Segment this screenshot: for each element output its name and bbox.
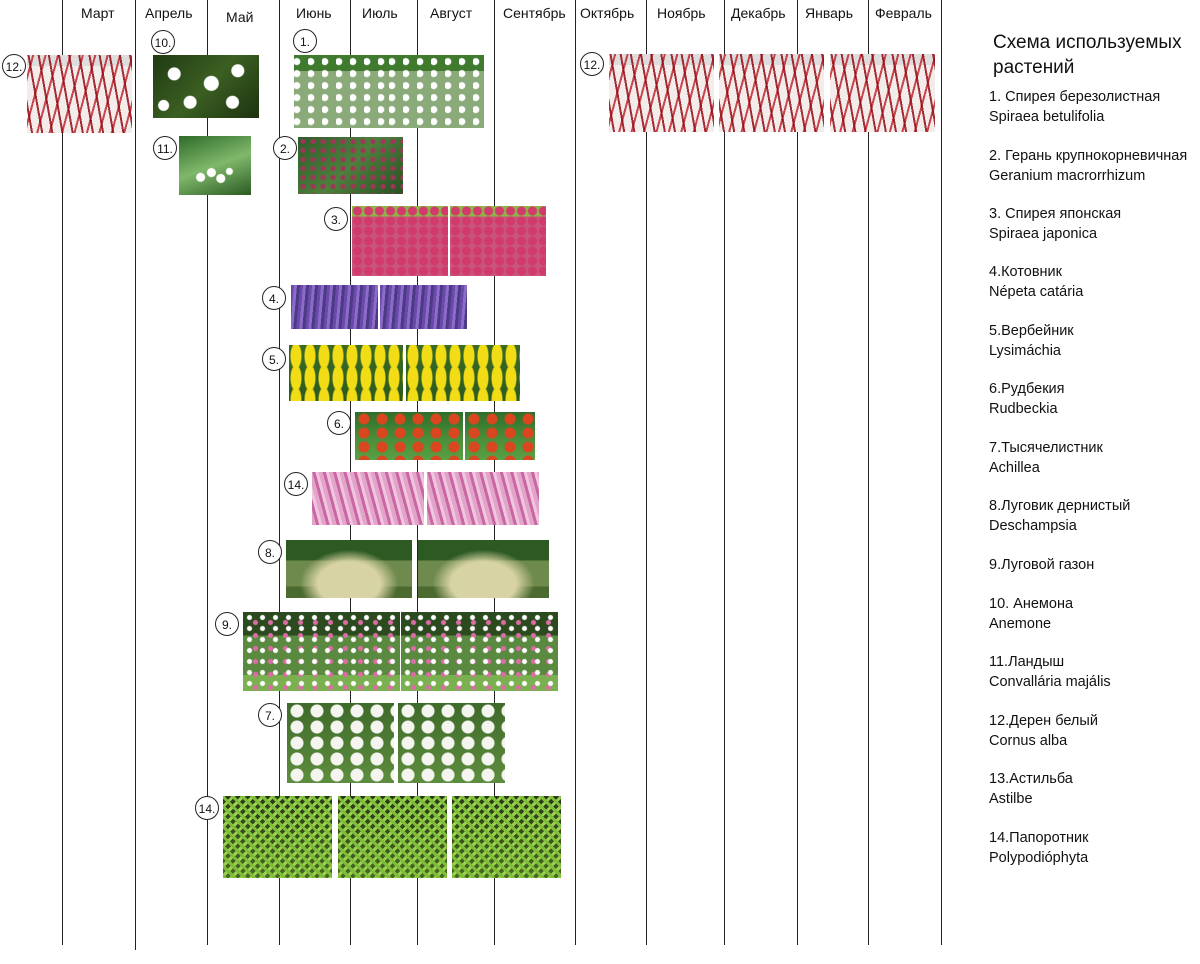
month-divider xyxy=(62,0,63,945)
fern-photo xyxy=(223,796,332,878)
month-divider xyxy=(724,0,725,945)
achillea-photo xyxy=(287,703,394,783)
plant-badge-14: 14. xyxy=(284,472,308,496)
month-march: Март xyxy=(81,5,115,21)
plant-badge-5: 5. xyxy=(262,347,286,371)
cornus-alba-photo xyxy=(830,54,935,132)
cornus-alba-photo xyxy=(27,55,132,133)
legend-item-ru: 13.Астильба xyxy=(989,771,1073,787)
month-october: Октябрь xyxy=(580,5,635,21)
meadow-lawn-photo xyxy=(401,612,558,691)
cornus-alba-photo xyxy=(609,54,714,132)
plant-badge-9: 9. xyxy=(215,612,239,636)
legend-item-lat: Anemone xyxy=(989,616,1052,632)
nepeta-photo xyxy=(380,285,467,329)
legend-item xyxy=(989,438,1103,478)
month-january: Январь xyxy=(805,5,853,21)
plant-badge-3: 3. xyxy=(324,207,348,231)
plant-badge-12: 12. xyxy=(580,52,604,76)
legend-item xyxy=(989,321,1074,361)
fern-photo xyxy=(338,796,447,878)
legend-item-ru: 11.Ландыш xyxy=(989,654,1065,670)
legend-item xyxy=(989,711,1098,751)
legend-item-ru: 14.Папоротник xyxy=(989,830,1089,846)
month-september: Сентябрь xyxy=(503,5,566,21)
legend-item-ru: 9.Луговой газон xyxy=(989,557,1095,573)
legend-item-lat: Spiraea betulifolia xyxy=(989,109,1105,125)
deschampsia-photo xyxy=(286,540,412,598)
legend-item-lat: Spiraea japonica xyxy=(989,226,1098,242)
spiraea-betulifolia-photo xyxy=(389,55,484,128)
legend-title: Схема используемых растений xyxy=(993,32,1182,78)
spiraea-betulifolia-photo xyxy=(294,55,389,128)
month-april: Апрель xyxy=(145,5,193,21)
legend-item xyxy=(989,146,1187,186)
spiraea-japonica-photo xyxy=(352,206,448,276)
legend-item xyxy=(989,652,1111,692)
legend-item-lat: Népeta catária xyxy=(989,284,1084,300)
legend-item-ru: 2. Герань крупнокорневичная xyxy=(989,148,1188,164)
plant-badge-4: 4. xyxy=(262,286,286,310)
legend-item-ru: 5.Вербейник xyxy=(989,323,1074,339)
legend-item-ru: 1. Спирея березолистная xyxy=(989,89,1161,105)
lysimachia-photo xyxy=(289,345,403,401)
legend-item-lat: Astilbe xyxy=(989,791,1033,807)
legend-item-lat: Geranium macrorrhizum xyxy=(989,168,1146,184)
nepeta-photo xyxy=(291,285,378,329)
legend-item-ru: 7.Тысячелистник xyxy=(989,440,1103,456)
legend-item xyxy=(989,496,1130,536)
spiraea-japonica-photo xyxy=(450,206,546,276)
month-february: Февраль xyxy=(875,5,932,21)
legend-item-lat: Lysimáchia xyxy=(989,343,1061,359)
plant-badge-1: 1. xyxy=(293,29,317,53)
plant-badge-10: 10. xyxy=(151,30,175,54)
legend-item-ru: 3. Спирея японская xyxy=(989,206,1122,222)
legend-item-ru: 4.Котовник xyxy=(989,264,1062,280)
legend-item xyxy=(989,87,1160,127)
plant-badge-11: 11. xyxy=(153,136,177,160)
month-divider xyxy=(868,0,869,945)
legend-item-lat: Convallária majális xyxy=(989,674,1111,690)
cornus-alba-photo xyxy=(719,54,824,132)
month-divider xyxy=(575,0,576,945)
plant-badge-7: 7. xyxy=(258,703,282,727)
legend-item xyxy=(989,594,1073,634)
legend-item xyxy=(989,555,1094,575)
anemone-photo xyxy=(153,55,259,118)
geranium-photo xyxy=(298,137,403,194)
lily-of-the-valley-photo xyxy=(179,136,251,195)
legend-item xyxy=(989,204,1121,244)
astilbe-photo xyxy=(312,472,424,525)
achillea-photo xyxy=(398,703,505,783)
legend-item xyxy=(989,828,1088,868)
month-august: Август xyxy=(430,5,473,21)
legend-item-lat: Deschampsia xyxy=(989,518,1077,534)
legend-item xyxy=(989,379,1065,419)
legend-item-ru: 6.Рудбекия xyxy=(989,381,1065,397)
legend-item xyxy=(989,262,1083,302)
legend-item-ru: 12.Дерен белый xyxy=(989,713,1098,729)
month-may: Май xyxy=(226,9,254,25)
legend-item-lat: Cornus alba xyxy=(989,733,1068,749)
month-december: Декабрь xyxy=(731,5,786,21)
month-divider xyxy=(646,0,647,945)
deschampsia-photo xyxy=(418,540,549,598)
legend-item-lat: Achillea xyxy=(989,460,1040,476)
plant-badge-8: 8. xyxy=(258,540,282,564)
month-divider xyxy=(941,0,942,945)
meadow-lawn-photo xyxy=(243,612,400,691)
month-divider xyxy=(797,0,798,945)
fern-photo xyxy=(452,796,561,878)
lysimachia-photo xyxy=(406,345,520,401)
legend-item-lat: Rudbeckia xyxy=(989,401,1058,417)
plant-badge-14: 14. xyxy=(195,796,219,820)
plant-badge-2: 2. xyxy=(273,136,297,160)
plant-badge-6: 6. xyxy=(327,411,351,435)
legend-item xyxy=(989,769,1073,809)
month-july: Июль xyxy=(362,5,398,21)
astilbe-photo xyxy=(427,472,539,525)
legend-item-ru: 10. Анемона xyxy=(989,596,1074,612)
rudbeckia-photo xyxy=(355,412,463,460)
rudbeckia-photo xyxy=(465,412,535,460)
month-june: Июнь xyxy=(296,5,332,21)
month-november: Ноябрь xyxy=(657,5,706,21)
legend-item-ru: 8.Луговик дернистый xyxy=(989,498,1131,514)
month-divider xyxy=(135,0,136,950)
legend-item-lat: Polypodióphyta xyxy=(989,850,1089,866)
plant-badge-12: 12. xyxy=(2,54,26,78)
